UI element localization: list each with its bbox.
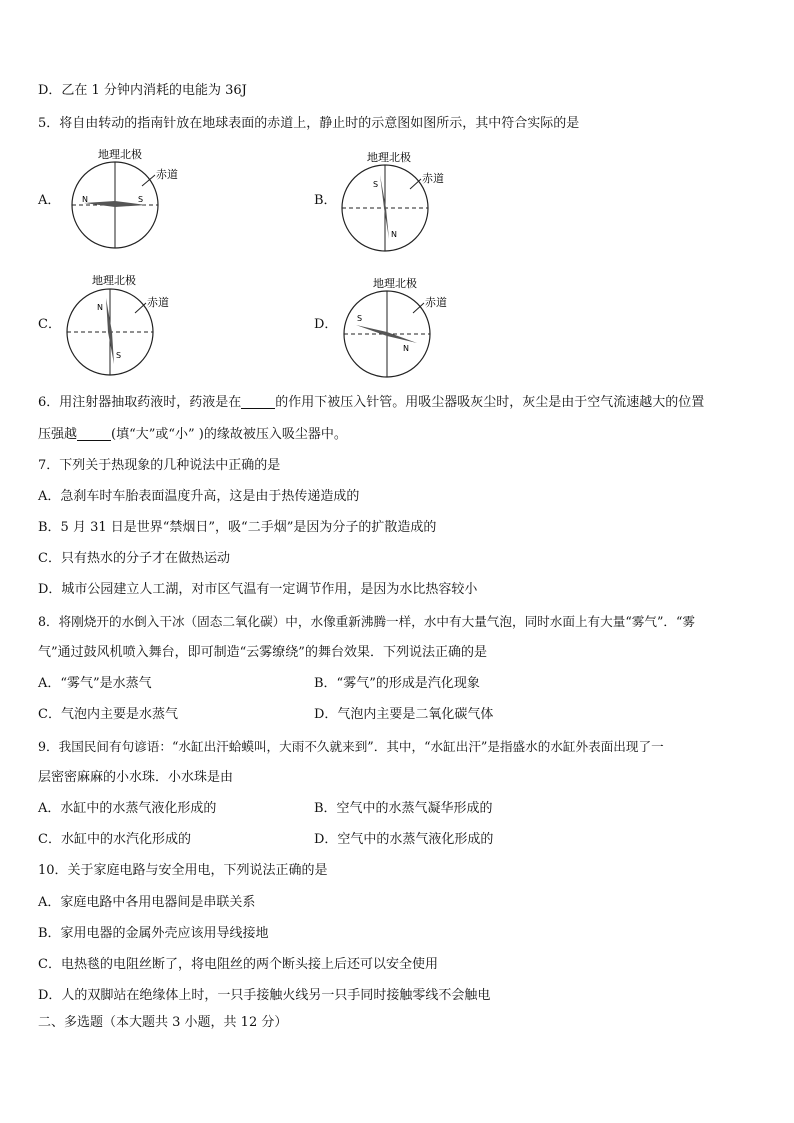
q9-option-a: A．水缸中的水蒸气液化形成的: [38, 801, 217, 816]
needle-s-label: S: [357, 314, 363, 323]
q6-text-2b: (填“大”或“小” )的缘故被压入吸尘器中。: [111, 427, 347, 442]
compass-diagram-a: [60, 142, 200, 252]
q6-text-1a: 6．用注射器抽取药液时，药液是在: [38, 395, 242, 410]
q8-stem-line-1: 8．将刚烧开的水倒入干冰（固态二氧化碳）中，水像重新沸腾一样，水中有大量气泡，同时水面上有大量“雾气”．“雾: [38, 614, 696, 629]
needle-n-label: N: [403, 344, 409, 353]
pole-label: 地理北极: [373, 277, 417, 290]
q10-option-d: D．人的双脚站在绝缘体上时，一只手接触火线另一只手同时接触零线不会触电: [38, 988, 491, 1003]
q10-option-b: B．家用电器的金属外壳应该用导线接地: [38, 926, 269, 941]
q6-text-2a: 压强越: [38, 427, 78, 442]
q8-option-c: C．气泡内主要是水蒸气: [38, 707, 178, 722]
q9-option-c: C．水缸中的水汽化形成的: [38, 832, 191, 847]
q7-stem: 7．下列关于热现象的几种说法中正确的是: [38, 458, 281, 473]
equator-pointer: [410, 179, 421, 189]
needle-n-label: N: [82, 195, 88, 204]
compass-diagram-c: [62, 270, 202, 380]
compass-diagram-d: [339, 273, 479, 383]
q6-text-1b: 的作用下被压入针管。用吸尘器吸灰尘时，灰尘是由于空气流速越大的位置: [275, 395, 705, 410]
equator-label: 赤道: [422, 172, 444, 185]
needle-n-label: N: [391, 230, 397, 239]
q5-option-b-label: B．: [314, 193, 337, 208]
q8-option-a: A．“雾气”是水蒸气: [38, 676, 152, 691]
q9-option-b: B．空气中的水蒸气凝华形成的: [314, 801, 493, 816]
pole-label: 地理北极: [98, 148, 142, 161]
q5-option-d-label: D．: [314, 317, 338, 332]
pole-label: 地理北极: [92, 274, 136, 287]
q6-blank-1[interactable]: [241, 394, 275, 409]
equator-label: 赤道: [425, 296, 447, 309]
q7-option-c: C．只有热水的分子才在做热运动: [38, 551, 230, 566]
equator-pointer: [135, 303, 146, 313]
q8-option-b: B．“雾气”的形成是汽化现象: [314, 676, 480, 691]
pole-label: 地理北极: [367, 151, 411, 164]
q8-option-d: D．气泡内主要是二氧化碳气体: [314, 707, 494, 722]
q6-blank-2[interactable]: [77, 426, 111, 441]
q6-line-1: [38, 394, 704, 412]
q9-stem-line-1: 9．我国民间有句谚语：“水缸出汗蛤蟆叫，大雨不久就来到”．其中，“水缸出汗”是指盛水的水缸外表面出现了一: [38, 739, 664, 754]
q10-option-a: A．家庭电路中各用电器间是串联关系: [38, 895, 256, 910]
compass-diagram-b: [335, 145, 475, 255]
q9-option-d: D．空气中的水蒸气液化形成的: [314, 832, 494, 847]
needle-n-label: N: [97, 303, 103, 312]
needle-s-label: S: [138, 195, 144, 204]
equator-label: 赤道: [147, 296, 169, 309]
q7-option-d: D．城市公园建立人工湖，对市区气温有一定调节作用，是因为水比热容较小: [38, 582, 478, 597]
q9-stem-line-2: 层密密麻麻的小水珠．小水珠是由: [38, 770, 234, 785]
section-heading: 二、多选题（本大题共 3 小题，共 12 分）: [38, 1015, 288, 1030]
q8-stem-line-2: 气”通过鼓风机喷入舞台，即可制造“云雾缭绕”的舞台效果．下列说法正确的是: [38, 645, 487, 660]
q4-option-d: D．乙在 1 分钟内消耗的电能为 36J: [38, 83, 247, 98]
q5-option-a-label: A．: [38, 193, 61, 208]
q5-option-c-label: C．: [38, 317, 61, 332]
needle-s-label: S: [116, 351, 122, 360]
compass-needle: [84, 201, 146, 207]
q7-option-a: A．急刹车时车胎表面温度升高，这是由于热传递造成的: [38, 489, 360, 504]
q10-stem: 10．关于家庭电路与安全用电，下列说法正确的是: [38, 863, 328, 878]
q10-option-c: C．电热毯的电阻丝断了，将电阻丝的两个断头接上后还可以安全使用: [38, 957, 438, 972]
q5-stem: 5．将自由转动的指南针放在地球表面的赤道上，静止时的示意图如图所示，其中符合实际的是: [38, 116, 580, 131]
needle-s-label: S: [373, 180, 379, 189]
q7-option-b: B．5 月 31 日是世界“禁烟日”，吸“二手烟”是因为分子的扩散造成的: [38, 520, 437, 535]
q6-line-2: [38, 426, 347, 444]
equator-label: 赤道: [156, 168, 178, 181]
